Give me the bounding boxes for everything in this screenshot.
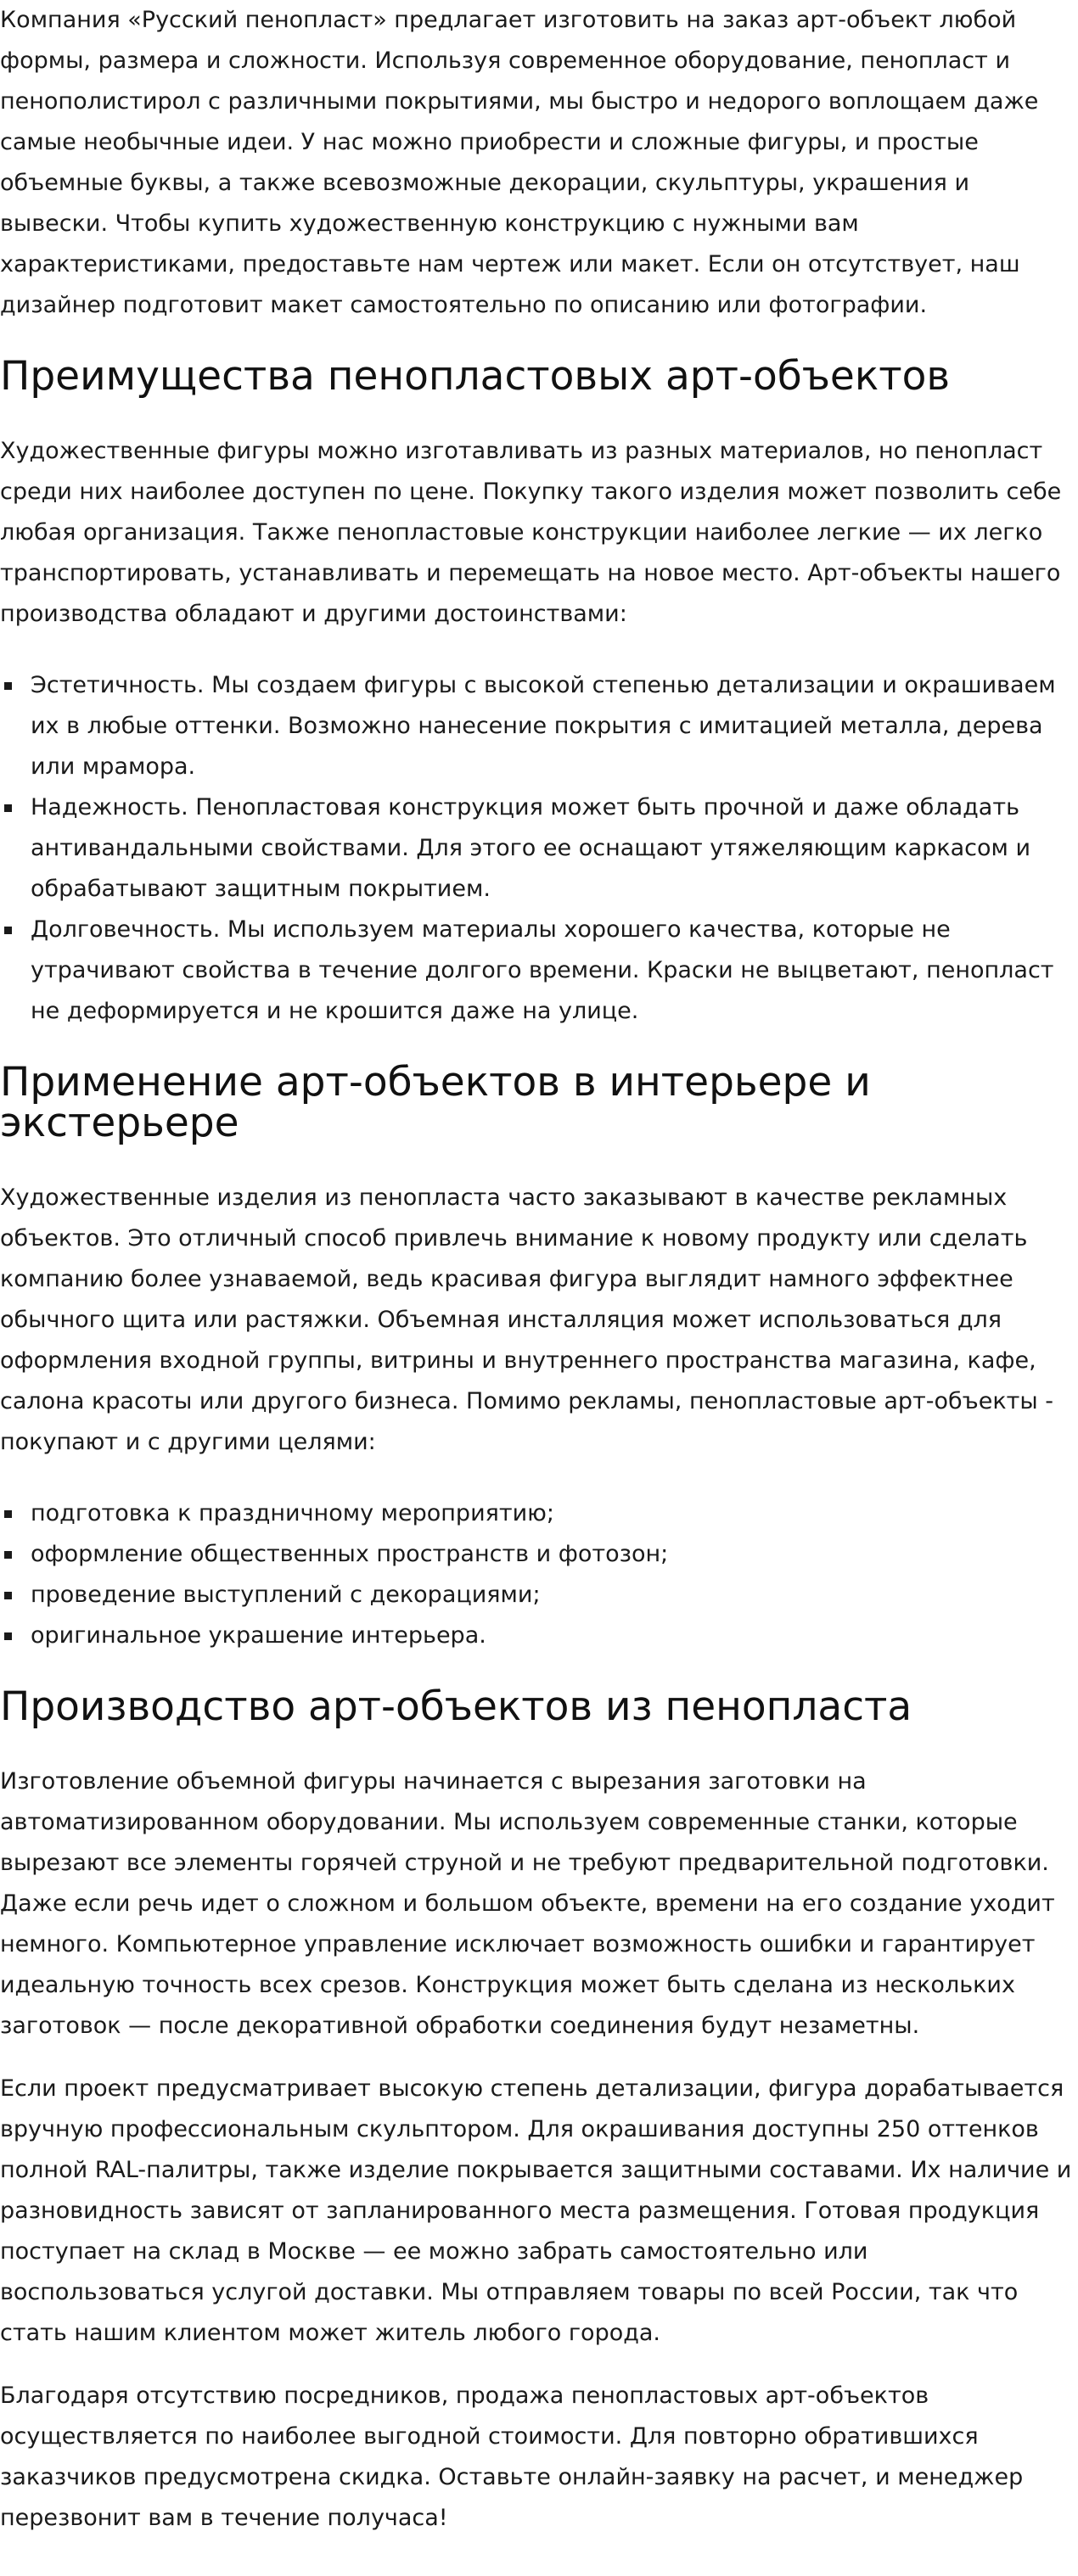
bullet-icon [4, 804, 12, 812]
list-item [0, 787, 1078, 910]
list-item [0, 1616, 1078, 1656]
list-item-text: оригинальное украшение интерьера. [31, 1622, 486, 1649]
list-item [0, 910, 1078, 1032]
list-item-text: Долговечность. Мы используем материалы хорошего качества, которые не утрачивают свойства в течение долгого времени. Краски не выцветают, пенопласт не деформируется и не крошится даже на улице. [31, 916, 1054, 1024]
application-list [0, 1493, 1078, 1656]
list-item-text: оформление общественных пространств и фотозон; [31, 1541, 669, 1567]
bullet-icon [4, 682, 12, 690]
production-paragraph: Изготовление объемной фигуры начинается с вырезания заготовки на автоматизированном оборудовании. Мы используем современные станки, которые вырезают все элементы горячей струной и не требуют предварительной подготовки. Даже если речь идет о сложном и большом объекте, времени на его создание уходит немного. Компьютерное управление исключает возможность ошибки и гарантирует идеальную точность всех срезов. Конструкция может быть сделана из нескольких заготовок — после декоративной обработки соединения будут незаметны. [0, 1768, 1055, 2039]
advantages-paragraph: Художественные фигуры можно изготавливать из разных материалов, но пенопласт среди них наиболее доступен по цене. Покупку такого изделия может позволить себе любая организация. Также пенопластовые конструкции наиболее легкие — их легко транспортировать, устанавливать и перемещать на новое место. Арт-объекты нашего производства обладают и другими достоинствами: [0, 438, 1062, 627]
bullet-icon [4, 1551, 12, 1559]
list-item [0, 1493, 1078, 1534]
list-item-text: проведение выступлений с декорациями; [31, 1582, 541, 1608]
bullet-icon [4, 1510, 12, 1518]
application-heading: Применение арт-объектов в интерьере и экстерьере [0, 1059, 871, 1146]
advantages-list [0, 665, 1078, 1032]
bullet-icon [4, 1592, 12, 1599]
production-heading: Производство арт-объектов из пенопласта [0, 1683, 912, 1730]
list-item [0, 1575, 1078, 1616]
bullet-icon [4, 1632, 12, 1640]
production-paragraph: Благодаря отсутствию посредников, продажа пенопластовых арт-объектов осуществляется по наиболее выгодной стоимости. Для повторно обратившихся заказчиков предусмотрена скидка. Оставьте онлайн-заявку на расчет, и менеджер перезвонит вам в течение получаса! [0, 2383, 1024, 2531]
list-item [0, 665, 1078, 787]
advantages-heading: Преимущества пенопластовых арт-объектов [0, 353, 951, 400]
list-item-text: подготовка к праздничному мероприятию; [31, 1500, 554, 1526]
list-item-text: Надежность. Пенопластовая конструкция может быть прочной и даже обладать антивандальными свойствами. Для этого ее оснащают утяжеляющим каркасом и обрабатывают защитным покрытием. [31, 794, 1031, 902]
application-paragraph: Художественные изделия из пенопласта часто заказывают в качестве рекламных объектов. Это отличный способ привлечь внимание к новому продукту или сделать компанию более узнаваемой, ведь красивая фигура выглядит намного эффектнее обычного щита или растяжки. Объемная инсталляция может использоваться для оформления входной группы, витрины и внутреннего пространства магазина, кафе, салона красоты или другого бизнеса. Помимо рекламы, пенопластовые арт-объекты - покупают и с другими целями: [0, 1184, 1054, 1455]
bullet-icon [4, 927, 12, 934]
list-item-text: Эстетичность. Мы создаем фигуры с высокой степенью детализации и окрашиваем их в любые оттенки. Возможно нанесение покрытия с имитацией металла, дерева или мрамора. [31, 672, 1056, 780]
production-paragraph: Если проект предусматривает высокую степень детализации, фигура дорабатывается вручную профессиональным скульптором. Для окрашивания доступны 250 оттенков полной RAL-палитры, также изделие покрывается защитными составами. Их наличие и разновидность зависят от запланированного места размещения. Готовая продукция поступает на склад в Москве — ее можно забрать самостоятельно или воспользоваться услугой доставки. Мы отправляем товары по всей России, так что стать нашим клиентом может житель любого города. [0, 2075, 1072, 2346]
list-item [0, 1534, 1078, 1575]
intro-paragraph: Компания «Русский пенопласт» предлагает изготовить на заказ арт-объект любой формы, размера и сложности. Используя современное оборудование, пенопласт и пенополистирол с различными покрытиями, мы быстро и недорого воплощаем даже самые необычные идеи. У нас можно приобрести и сложные фигуры, и простые объемные буквы, а также всевозможные декорации, скульптуры, украшения и вывески. Чтобы купить художественную конструкцию с нужными вам характеристиками, предоставьте нам чертеж или макет. Если он отсутствует, наш дизайнер подготовит макет самостоятельно по описанию или фотографии. [0, 7, 1039, 318]
